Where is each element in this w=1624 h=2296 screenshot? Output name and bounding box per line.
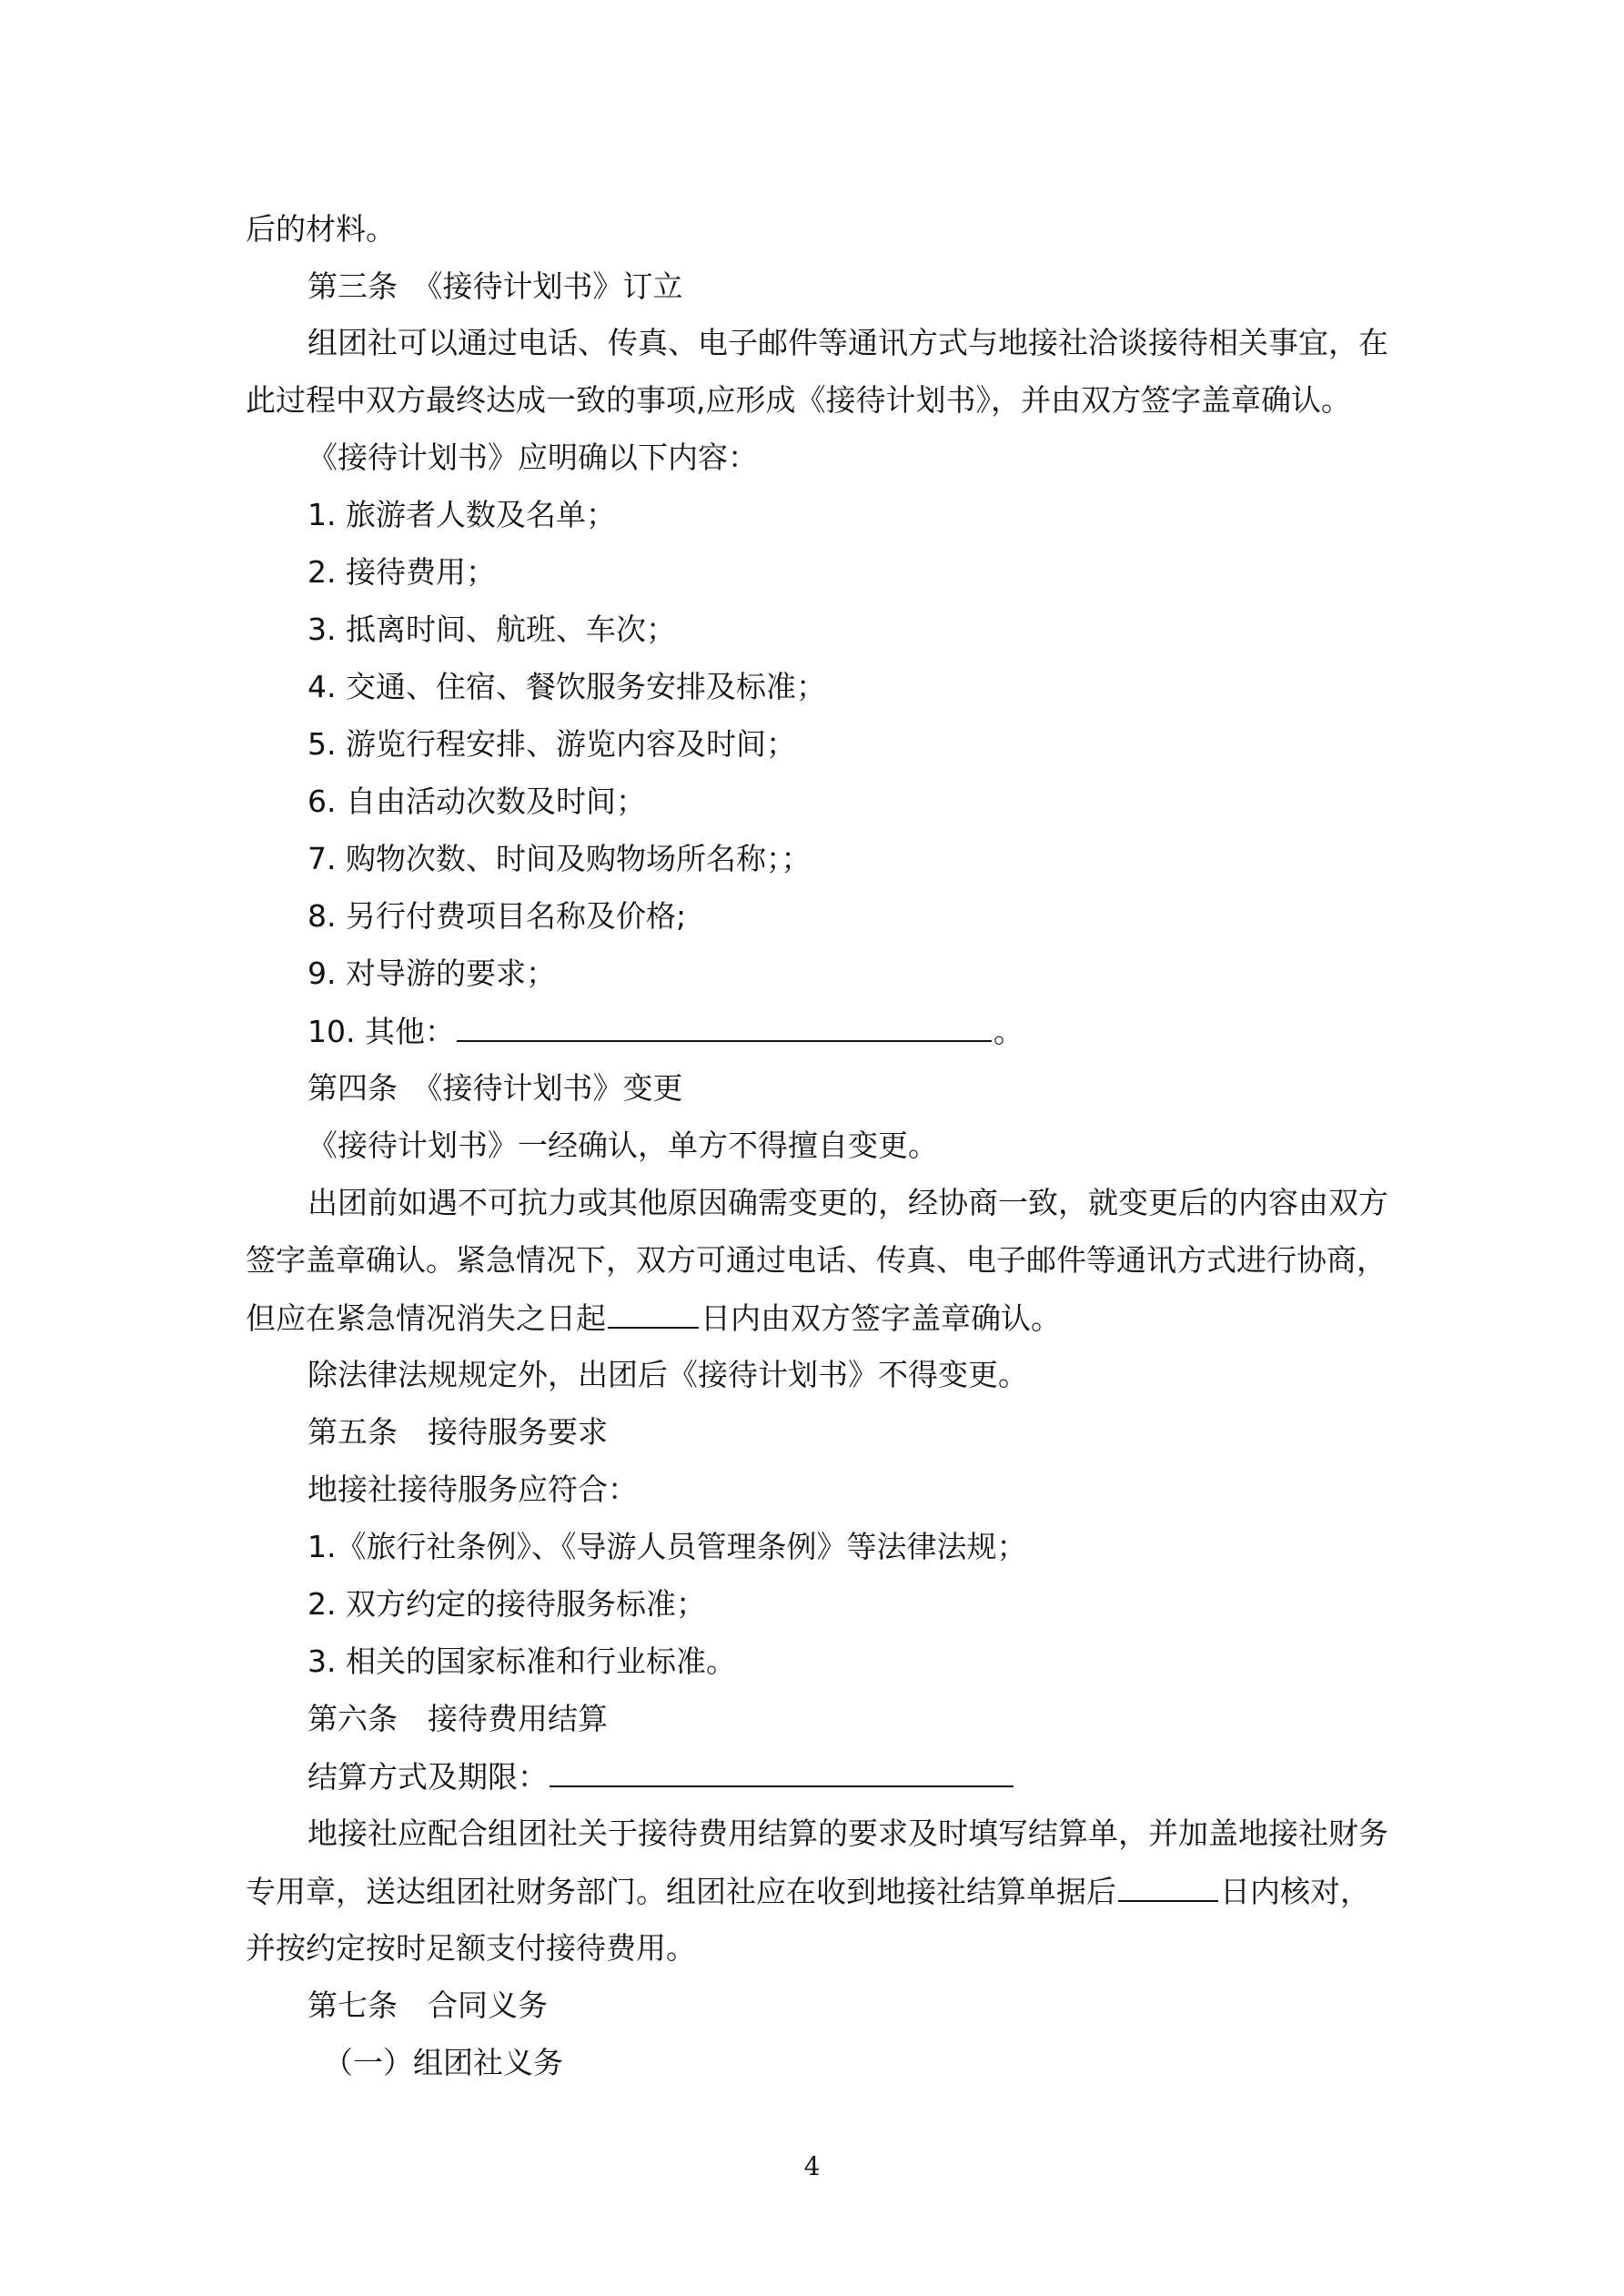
fill-in-blank[interactable] <box>457 1013 992 1042</box>
text-line: 地接社应配合组团社关于接待费用结算的要求及时填写结算单，并加盖地接社财务 <box>308 1816 1388 1851</box>
article-heading-5: 第五条 接待服务要求 <box>308 1414 608 1450</box>
list-item: 2. 双方约定的接待服务标准； <box>308 1586 706 1622</box>
list-item: 1. 旅游者人数及名单； <box>308 497 616 532</box>
fill-in-blank[interactable] <box>1118 1873 1218 1902</box>
article-heading-4: 第四条 《接待计划书》变更 <box>308 1070 683 1106</box>
text-segment: 结算方式及期限： <box>308 1759 548 1795</box>
text-line: 此过程中双方最终达成一致的事项,应形成《接待计划书》，并由双方签字盖章确认。 <box>246 382 1351 418</box>
text-line <box>308 1758 1015 1795</box>
text-line: 并按约定按时足额支付接待费用。 <box>246 1930 696 1966</box>
text-segment: 但应在紧急情况消失之日起 <box>246 1300 606 1336</box>
list-item: 7. 购物次数、时间及购物场所名称；； <box>308 841 812 876</box>
text-line: 后的材料。 <box>246 211 396 247</box>
text-segment: 日内核对， <box>1220 1874 1370 1909</box>
list-item-label: 10. 其他： <box>308 1014 455 1049</box>
text-line: 组团社可以通过电话、传真、电子邮件等通讯方式与地接社洽谈接待相关事宜，在 <box>308 325 1388 360</box>
article-heading-6: 第六条 接待费用结算 <box>308 1701 608 1736</box>
list-item: 2. 接待费用； <box>308 554 496 590</box>
text-line: 地接社接待服务应符合： <box>308 1472 638 1507</box>
section-heading: （一）组团社义务 <box>323 2045 563 2080</box>
list-item: 3. 相关的国家标准和行业标准。 <box>308 1644 736 1679</box>
list-item-other <box>308 1013 1024 1050</box>
page-number: 4 <box>803 2151 821 2181</box>
fill-in-blank[interactable] <box>608 1300 699 1329</box>
list-item: 6. 自由活动次数及时间； <box>308 784 646 819</box>
text-line: 签字盖章确认。紧急情况下，双方可通过电话、传真、电子邮件等通讯方式进行协商， <box>246 1242 1387 1278</box>
text-line: 出团前如遇不可抗力或其他原因确需变更的，经协商一致，就变更后的内容由双方 <box>308 1185 1388 1220</box>
list-item: 3. 抵离时间、航班、车次； <box>308 612 676 647</box>
list-item: 8. 另行付费项目名称及价格; <box>308 898 687 934</box>
text-line <box>246 1300 1061 1337</box>
list-item: 1.《旅行社条例》、《导游人员管理条例》等法律法规； <box>308 1529 1027 1564</box>
text-segment: 日内由双方签字盖章确认。 <box>701 1300 1061 1336</box>
list-item: 4. 交通、住宿、餐饮服务安排及标准； <box>308 669 826 704</box>
article-heading-7: 第七条 合同义务 <box>308 1988 548 2023</box>
fill-in-blank[interactable] <box>550 1758 1014 1787</box>
text-segment: 专用章，送达组团社财务部门。组团社应在收到地接社结算单据后 <box>246 1874 1116 1909</box>
text-line: 《接待计划书》应明确以下内容： <box>308 440 758 475</box>
article-heading-3: 第三条 《接待计划书》订立 <box>308 268 683 304</box>
list-item-end: 。 <box>993 1014 1024 1049</box>
text-line: 《接待计划书》一经确认，单方不得擅自变更。 <box>308 1128 938 1163</box>
list-item: 9. 对导游的要求； <box>308 956 556 991</box>
list-item: 5. 游览行程安排、游览内容及时间； <box>308 726 796 762</box>
text-line <box>246 1873 1370 1910</box>
text-line: 除法律法规规定外，出团后《接待计划书》不得变更。 <box>308 1357 1028 1392</box>
